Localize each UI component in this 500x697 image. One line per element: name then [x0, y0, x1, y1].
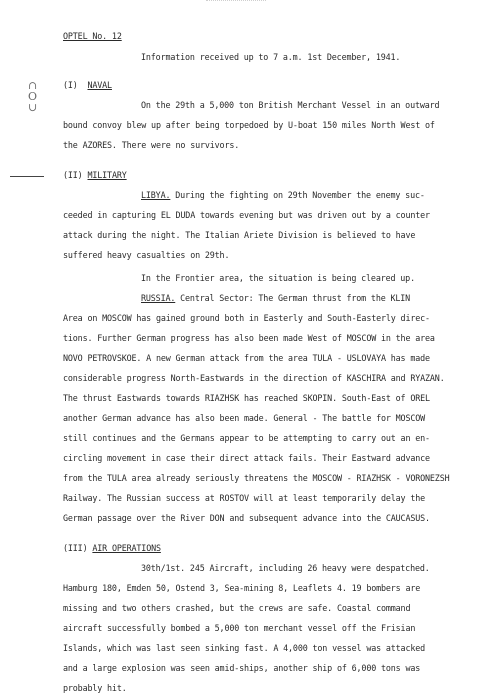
section-title: AIR OPERATIONS	[92, 543, 161, 553]
russia-heading: RUSSIA.	[141, 293, 176, 303]
margin-mark-2: O	[28, 90, 38, 103]
air-line-2: Hamburg 180, Emden 50, Ostend 3, Sea-mining 8, Leaflets 4. 19 bombers are	[63, 583, 421, 593]
russia-line-8: still continues and the Germans appear to be attempting to carry out an en-	[63, 433, 430, 443]
libya-line-3: attack during the night. The Italian Ariete Division is believed to have	[63, 230, 416, 240]
russia-line-3: tions. Further German progress has also been made West of MOSCOW in the area	[63, 333, 435, 343]
libya-line-1	[141, 190, 425, 200]
margin-handwritten-mark	[28, 80, 42, 113]
russia-line-11: Railway. The Russian success at ROSTOV will at least temporarily delay the	[63, 493, 426, 503]
russia-line-4: NOVO PETROVSKOE. A new German attack from the area TULA - USLOVAYA has made	[63, 353, 430, 363]
section-title: MILITARY	[87, 170, 127, 180]
margin-mark-1: ∩	[28, 79, 38, 92]
section-number: (I)	[63, 80, 78, 90]
russia-line-2: Area on MOSCOW has gained ground both in Easterly and South-Easterly direc-	[63, 313, 430, 323]
russia-line-1	[141, 293, 410, 303]
air-line-7: probably hit.	[63, 683, 127, 693]
naval-line-2: bound convoy blew up after being torpedoed by U-boat 150 miles North West of	[63, 120, 435, 130]
section-naval-heading	[63, 80, 112, 90]
russia-line-7: another German advance has also been made. General - The battle for MOSCOW	[63, 413, 426, 423]
russia-line-12: German passage over the River DON and subsequent advance into the CAUCASUS.	[63, 513, 430, 523]
naval-line-3: the AZORES. There were no survivors.	[63, 140, 240, 150]
libya-text: During the fighting on 29th November the enemy suc-	[170, 190, 425, 200]
frontier-line: In the Frontier area, the situation is being cleared up.	[141, 273, 415, 283]
russia-line-5: considerable progress North-Eastwards in the direction of KASCHIRA and RYAZAN.	[63, 373, 445, 383]
air-line-4: aircraft successfully bombed a 5,000 ton merchant vessel off the Frisian	[63, 623, 416, 633]
section-military-heading	[63, 170, 127, 180]
naval-line-1: On the 29th a 5,000 ton British Merchant Vessel in an outward	[141, 100, 440, 110]
air-line-3: missing and two others crashed, but the crews are safe. Coastal command	[63, 603, 411, 613]
russia-line-10: from the TULA area already seriously threatens the MOSCOW - RIAZHSK - VORONEZSH	[63, 473, 450, 483]
libya-heading: LIBYA.	[141, 190, 171, 200]
section-title: NAVAL	[87, 80, 112, 90]
russia-text: Central Sector: The German thrust from the KLIN	[175, 293, 411, 303]
libya-line-4: suffered heavy casualties on 29th.	[63, 250, 230, 260]
section-number: (III)	[63, 543, 88, 553]
section-number: (II)	[63, 170, 83, 180]
document-reference: OPTEL No. 12	[63, 31, 122, 41]
air-line-1: 30th/1st. 245 Aircraft, including 26 heavy were despatched.	[141, 563, 430, 573]
libya-line-2: ceeded in capturing EL DUDA towards evening but was driven out by a counter	[63, 210, 430, 220]
air-line-5: Islands, which was last seen sinking fast. A 4,000 ton vessel was attacked	[63, 643, 426, 653]
margin-mark-3: ∪	[28, 101, 38, 114]
information-line: Information received up to 7 a.m. 1st December, 1941.	[141, 52, 401, 62]
faint-mark	[206, 0, 266, 5]
russia-line-6: The thrust Eastwards towards RIAZHSK has reached SKOPIN. South-East of OREL	[63, 393, 430, 403]
air-line-6: and a large explosion was seen amid-ships, another ship of 6,000 tons was	[63, 663, 421, 673]
russia-line-9: circling movement in case their direct attack fails. Their Eastward advance	[63, 453, 430, 463]
margin-rule	[10, 176, 44, 177]
section-air-heading	[63, 543, 161, 553]
